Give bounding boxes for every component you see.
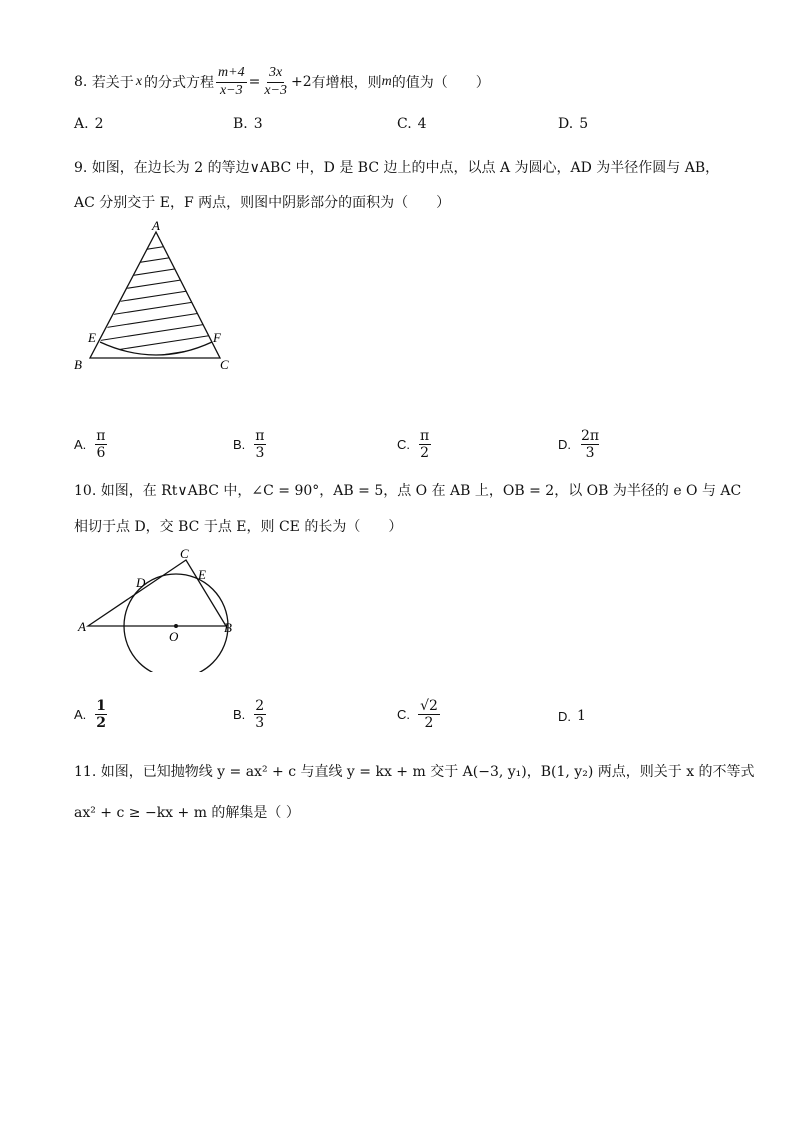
q8-option-c[interactable]: [397, 116, 427, 132]
q8-equals: =: [248, 74, 261, 90]
q10-option-a-label: A.: [74, 707, 87, 723]
q9-option-c-fraction: [418, 428, 431, 461]
q9-option-c-num: π: [420, 428, 430, 444]
q9-label-c: C: [220, 357, 229, 372]
q8-option-d[interactable]: [558, 116, 588, 132]
q8-frac2-numerator: 3x: [267, 65, 284, 82]
q8-plus-two: +2: [291, 74, 312, 90]
q8-option-a[interactable]: [74, 116, 103, 132]
q9-option-a-fraction: [94, 428, 107, 461]
q10-option-b[interactable]: [233, 698, 268, 731]
q10-label-a: A: [78, 619, 86, 634]
q10-label-b: B: [224, 620, 232, 635]
q8-text-mid: 的分式方程: [144, 75, 215, 91]
question-8: [74, 62, 490, 102]
q10-label-o: O: [169, 629, 179, 644]
q8-option-a-label: A.: [74, 116, 89, 132]
q8-text-post2: 的值为（ ）: [391, 75, 490, 91]
q10-option-c-fraction: [418, 698, 440, 731]
q9-option-d-label: D.: [558, 437, 571, 453]
q8-option-c-value: 4: [417, 116, 427, 132]
q8-frac1-denominator: x−3: [219, 82, 243, 98]
q8-option-b-value: 3: [253, 116, 263, 132]
q8-fraction-right: [262, 65, 289, 98]
q9-option-b-label: B.: [233, 437, 246, 453]
q10-option-c[interactable]: [397, 698, 442, 731]
q9-option-d-den: 3: [585, 445, 595, 462]
q8-var-m: m: [381, 74, 392, 89]
q8-text-post: 有增根，则: [311, 75, 382, 91]
q9-option-c[interactable]: [397, 428, 433, 461]
q9-option-b[interactable]: [233, 428, 269, 461]
q9-option-a-den: 6: [96, 445, 106, 462]
q9-line-2: AC 分别交于 E，F 两点，则图中阴影部分的面积为（ ）: [74, 195, 451, 211]
q9-label-e: E: [88, 330, 96, 345]
q9-option-a[interactable]: [74, 428, 110, 461]
q8-number: 8.: [74, 74, 88, 90]
q11-line-2: ax² + c ≥ −kx + m 的解集是（ ）: [74, 805, 300, 821]
q9-label-f: F: [213, 330, 221, 345]
q10-option-d-value: 1: [577, 708, 586, 724]
q10-option-a-num: 1: [96, 698, 107, 714]
q8-option-d-label: D.: [558, 116, 574, 132]
q9-option-d-fraction: [579, 428, 601, 461]
q9-option-b-num: π: [255, 428, 265, 444]
q10-option-b-den: 3: [255, 715, 265, 732]
q9-option-b-den: 3: [255, 445, 265, 462]
q10-option-b-num: 2: [255, 698, 265, 714]
q10-option-d-label: D.: [558, 708, 571, 724]
q8-option-c-label: C.: [397, 116, 412, 132]
q10-option-b-label: B.: [233, 707, 246, 723]
q11-line-1: 11. 如图，已知抛物线 y = ax² + c 与直线 y = kx + m 交于 A(−3, y₁)，B(1, y₂) 两点，则关于 x 的不等式: [74, 764, 755, 780]
q10-label-d: D: [136, 575, 146, 590]
q10-line-1: 10. 如图，在 Rt∨ABC 中，∠C = 90°，AB = 5，点 O 在 AB 上，OB = 2，以 OB 为半径的 e O 与 AC: [74, 483, 742, 499]
q10-option-d[interactable]: [558, 708, 586, 724]
q9-figure-triangle: [70, 218, 240, 378]
q10-option-b-fraction: [253, 698, 266, 731]
q10-label-c: C: [180, 546, 189, 561]
q9-option-c-den: 2: [420, 445, 430, 462]
q9-option-b-fraction: [253, 428, 266, 461]
q9-label-a: A: [152, 218, 160, 233]
q10-option-a[interactable]: [74, 698, 110, 731]
q8-var-x: x: [135, 74, 143, 89]
q10-option-a-den: 2: [96, 715, 107, 732]
q10-option-c-label: C.: [397, 707, 410, 723]
q8-fraction-left: [216, 65, 247, 98]
q8-option-b[interactable]: [233, 116, 263, 132]
q8-option-d-value: 5: [579, 116, 589, 132]
q9-line-1: 9. 如图，在边长为 2 的等边∨ABC 中，D 是 BC 边上的中点，以点 A 为圆心，AD 为半径作圆与 AB，: [74, 160, 720, 176]
q8-text-pre: 若关于: [91, 75, 134, 91]
q9-option-d-num: 2π: [581, 428, 600, 444]
q8-frac2-denominator: x−3: [264, 82, 287, 98]
q9-label-b: B: [74, 357, 82, 372]
q8-frac1-numerator: m+4: [216, 65, 247, 82]
q9-option-d[interactable]: [558, 428, 603, 461]
q9-option-a-num: π: [96, 428, 106, 444]
q10-option-c-den: 2: [424, 715, 434, 732]
q10-option-a-fraction: [94, 698, 108, 731]
q9-option-a-label: A.: [74, 437, 87, 453]
q10-label-e: E: [198, 567, 206, 582]
q9-option-c-label: C.: [397, 437, 410, 453]
q8-option-b-label: B.: [233, 116, 248, 132]
q10-figure-circle-triangle: [72, 544, 247, 672]
q8-option-a-value: 2: [94, 116, 104, 132]
q10-line-2: 相切于点 D，交 BC 于点 E，则 CE 的长为（ ）: [74, 519, 403, 535]
q10-option-c-num: √2: [420, 698, 438, 714]
